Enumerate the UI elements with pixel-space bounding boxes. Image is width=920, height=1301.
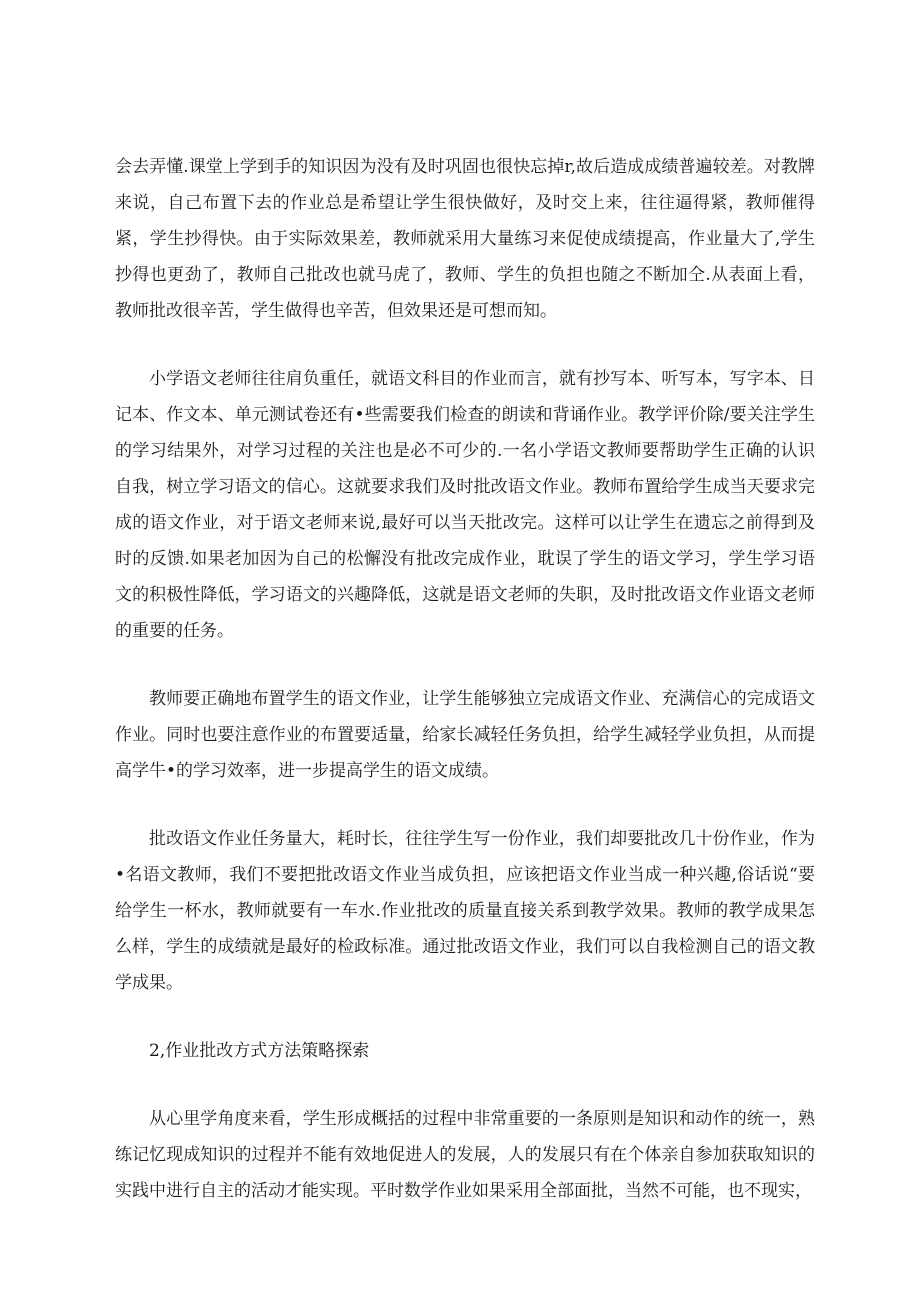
document-body [115,149,815,1241]
paragraph-1: 会去弄懂.课堂上学到手的知识因为没有及时巩固也很快忘掉r,故后造成成绩普遍较差。对教牌来说，自己布置下去的作业总是希望让学生很快做好，及时交上来，往往逼得紧，教师催得紧，学生抄得快。由于实际效果差，教师就采用大量练习来促使成绩提高，作业量大了,学生抄得也更劲了，教师自己批改也就马虎了，教师、学生的负担也随之不断加仝.从表面上看，教师批改很辛苦，学生做得也辛苦，但效果还是可想而知。 [115,157,815,321]
paragraph-5: 从心里学角度来看，学生形成概括的过程中非常重要的一条原则是知识和动作的统一，熟练记忆现成知识的过程并不能有效地促进人的发展，人的发展只有在个体亲自参加获取知识的实践中进行自主的活动才能实现。平时数学作业如果采用全部面批，当然不可能，也不现实， [115,1109,815,1201]
section-heading: 2,作业批改方式方法策略探索 [149,1041,370,1061]
paragraph-4: 批改语文作业任务量大，耗时长，往往学生写一份作业，我们却要批改几十份作业，作为•名语文教师，我们不要把批改语文作业当成负担，应该把语文作业当成一种兴趣,俗话说“要给学生一杯水，教师就要有一车水.作业批改的质量直接关系到教学效果。教师的教学成果怎么样，学生的成绩就是最好的检政标准。通过批改语文作业，我们可以自我检测自己的语文教学成果。 [115,829,815,993]
paragraph-2: 小学语文老师往往肩负重任，就语文科目的作业而言，就有抄写本、听写本，写字本、日记本、作文本、单元测试卷还有•些需要我们检查的朗读和背诵作业。教学评价除/要关注学生的学习结果外，对学习过程的关注也是必不可少的.一名小学语文教师要帮助学生正确的认识自我，树立学习语文的信心。这就要求我们及时批改语文作业。教师布置给学生成当天要求完成的语文作业，对于语文老师来说,最好可以当天批改完。这样可以让学生在遗忘之前得到及时的反馈.如果老加因为自己的松懈没有批改完成作业，耽误了学生的语文学习，学生学习语文的积极性降低，学习语文的兴趣降低，这就是语文老师的失职，及时批改语文作业语文老师的重要的任务。 [115,369,815,641]
paragraph-3: 教师要正确地布置学生的语文作业，让学生能够独立完成语文作业、充满信心的完成语文作业。同时也要注意作业的布置要适量，给家长减轻任务负担，给学生减轻学业负担，从而提高学牛•的学习效率，进一步提高学生的语文成绩。 [115,689,815,781]
